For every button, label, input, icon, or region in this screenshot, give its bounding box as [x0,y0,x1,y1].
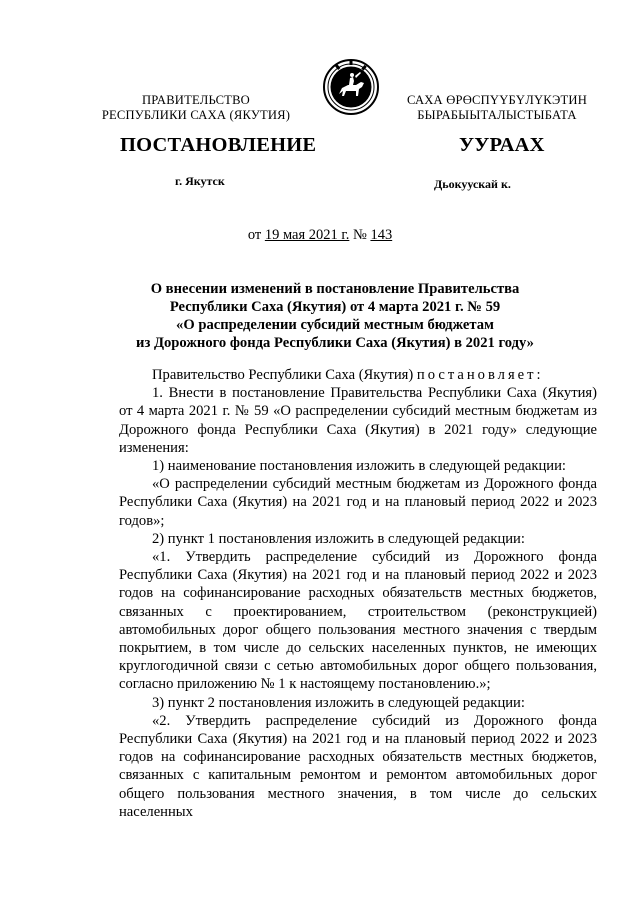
document-body [119,366,597,821]
issuer-name-sakha [392,93,602,123]
preamble [119,366,597,384]
document-type-sakha: УУРААХ [459,134,545,156]
document-number: 143 [370,227,393,243]
title-line: Республики Саха (Якутия) от 4 марта 2021 г. № 59 [169,299,501,315]
issuer-name-russian [96,93,296,123]
date-prefix: от [247,227,262,243]
document-dateline [0,227,640,244]
title-line: из Дорожного фонда Республики Саха (Якутия) в 2021 году» [136,335,534,351]
issuer-line: РЕСПУБЛИКИ САХА (ЯКУТИЯ) [101,108,291,122]
paragraph: «О распределении субсидий местным бюджетам из Дорожного фонда Республики Саха (Якутия) на 2021 год и на плановый период 2022 и 2023 годов»; [119,476,597,529]
paragraph: 1) наименование постановления изложить в следующей редакции: [152,458,566,475]
paragraph: 1. Внести в постановление Правительства Республики Саха (Якутия) от 4 марта 2021 г. № 59 «О распределении субсидий местным бюджетам из Дорожного фонда Республики Саха (Якутия) в 2021 году» следующие изменения: [119,385,597,456]
document-date: 19 мая 2021 г. [264,227,350,243]
paragraph: «1. Утвердить распределение субсидий из Дорожного фонда Республики Саха (Якутия) на 2021 год и на плановый период 2022 и 2023 годов на софинансирование расходных обязательств местных бюджетов, связанных с проектированием, строительством (реконструкцией) автомобильных дорог общего пользования местного значения с твердым покрытием, в том числе до сельских населенных пунктов, не имеющих круглогодичной связи с сетью автомобильных дорог общего пользования, согласно приложению № 1 к настоящему постановлению.»; [119,549,597,693]
issuer-line: БЫРАБЫЫТАЛЫСТЫБАТА [417,108,577,122]
paragraph: 3) пункт 2 постановления изложить в следующей редакции: [152,694,525,711]
issuer-line: ПРАВИТЕЛЬСТВО [142,93,250,107]
document-type-russian: ПОСТАНОВЛЕНИЕ [120,134,317,156]
city-sakha: Дьокуускай к. [434,177,511,191]
paragraph: 2) пункт 1 постановления изложить в следующей редакции: [152,530,525,547]
title-line: «О распределении субсидий местным бюджетам [176,317,494,333]
sakha-coat-of-arms-icon [322,58,380,116]
number-sign: № [352,227,367,243]
issuer-line: САХА ӨРӨСПҮҮБҮЛҮКЭТИН [407,93,587,107]
document-title [100,280,570,352]
title-line: О внесении изменений в постановление Правительства [150,281,520,297]
preamble-text: Правительство Республики Саха (Якутия) [152,367,417,383]
city-russian: г. Якутск [175,174,225,188]
preamble-decree-word: постановляет: [416,367,544,383]
paragraph: «2. Утвердить распределение субсидий из Дорожного фонда Республики Саха (Якутия) на 2021 год и на плановый период 2022 и 2023 годов на софинансирование расходных обязательств местных бюджетов, связанных с капитальным ремонтом и ремонтом автомобильных дорог общего пользования местного значения, в том числе до сельских населенных [119,712,597,820]
